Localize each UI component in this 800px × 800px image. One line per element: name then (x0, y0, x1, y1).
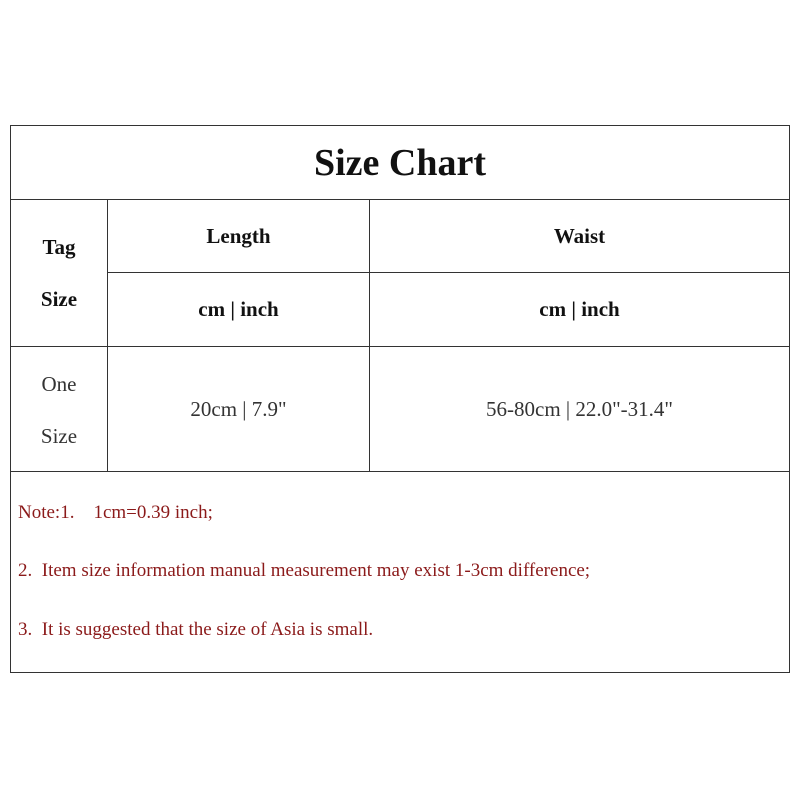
length-header: Length (206, 223, 271, 248)
tag-size-header-line1: Tag (42, 235, 76, 259)
note-2: 2. Item size information manual measurement may exist 1-3cm difference; (18, 560, 591, 581)
divider (11, 471, 789, 472)
note-1: Note:1. 1cm=0.39 inch; (18, 502, 213, 523)
length-value: 20cm | 7.9" (190, 397, 287, 421)
tag-size-line1: One (41, 371, 77, 396)
waist-value: 56-80cm | 22.0"-31.4" (486, 397, 673, 421)
waist-unit-header: cm | inch (539, 297, 620, 321)
tag-size-header (11, 200, 107, 346)
note-3: 3. It is suggested that the size of Asia is small. (18, 619, 374, 640)
tag-size-header-line2: Size (40, 287, 78, 311)
tag-size-cell (11, 347, 107, 472)
size-chart (10, 125, 790, 673)
tag-size-line2: Size (40, 423, 78, 448)
waist-header: Waist (553, 223, 606, 248)
length-unit-header: cm | inch (198, 297, 279, 321)
chart-title: Size Chart (313, 141, 487, 184)
